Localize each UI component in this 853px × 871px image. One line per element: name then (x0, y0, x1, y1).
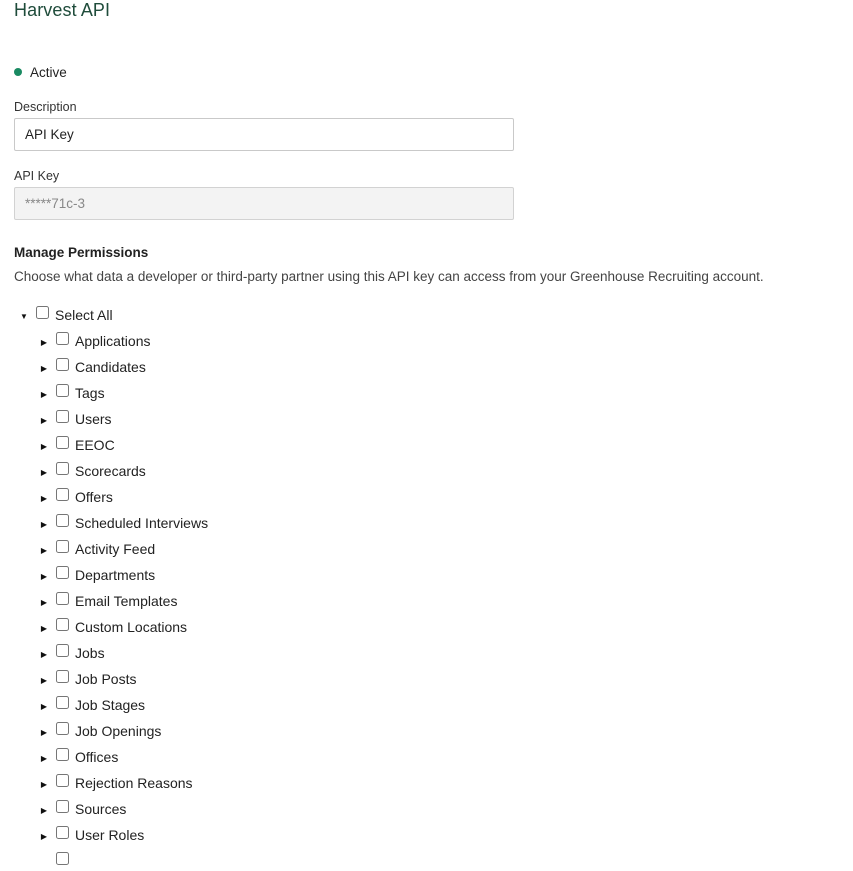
permission-label[interactable]: Custom Locations (75, 619, 188, 635)
page-title: Harvest API (14, 0, 111, 20)
tree-row-permission (38, 643, 105, 663)
permission-label[interactable]: Job Openings (75, 723, 162, 739)
permission-checkbox[interactable] (56, 332, 69, 345)
tree-row-permission (38, 591, 177, 611)
tree-row-permission (38, 695, 145, 715)
permissions-title: Manage Permissions (14, 245, 149, 260)
permission-checkbox[interactable] (56, 592, 69, 605)
permission-checkbox[interactable] (56, 358, 69, 371)
tree-row-permission (38, 565, 155, 585)
permission-label[interactable]: Scorecards (75, 463, 146, 479)
tree-row-permission (38, 383, 105, 403)
api-key-label: API Key (14, 169, 60, 183)
description-label: Description (14, 100, 77, 114)
permission-checkbox[interactable] (56, 514, 69, 527)
caret-right-icon[interactable]: ▶ (40, 832, 48, 841)
status-dot-icon (14, 68, 22, 76)
permission-label[interactable]: Offices (75, 749, 119, 765)
permission-label[interactable]: Email Templates (75, 593, 178, 609)
permission-checkbox[interactable] (56, 670, 69, 683)
permission-label[interactable]: Activity Feed (75, 541, 156, 557)
permission-checkbox[interactable] (56, 384, 69, 397)
caret-right-icon[interactable]: ▶ (40, 806, 48, 815)
tree-row-permission (38, 669, 136, 689)
permissions-description: Choose what data a developer or third-party partner using this API key can access from your Greenhouse Recruiting account. (14, 269, 764, 284)
permission-label[interactable]: User Roles (75, 827, 145, 843)
tree-row-permission (38, 539, 155, 559)
permission-label[interactable]: Applications (75, 333, 151, 349)
caret-right-icon[interactable]: ▶ (40, 338, 48, 347)
caret-right-icon[interactable]: ▶ (40, 494, 48, 503)
permission-checkbox[interactable] (56, 644, 69, 657)
permission-label[interactable]: Scheduled Interviews (75, 515, 209, 531)
tree-row-permission-cutoff (38, 851, 75, 871)
caret-right-icon[interactable]: ▶ (40, 364, 48, 373)
permission-checkbox[interactable] (56, 462, 69, 475)
permission-label[interactable]: Users (75, 411, 112, 427)
tree-row-permission (38, 721, 161, 741)
caret-right-icon[interactable]: ▶ (40, 702, 48, 711)
permission-label[interactable]: Sources (75, 801, 127, 817)
caret-right-icon[interactable]: ▶ (40, 728, 48, 737)
permission-checkbox[interactable] (56, 826, 69, 839)
tree-row-permission (38, 513, 208, 533)
caret-right-icon[interactable]: ▶ (40, 650, 48, 659)
caret-right-icon[interactable]: ▶ (40, 754, 48, 763)
caret-right-icon[interactable]: ▶ (40, 416, 48, 425)
tree-row-select-all (18, 305, 113, 325)
tree-row-permission (38, 409, 112, 429)
permission-checkbox[interactable] (56, 722, 69, 735)
permission-checkbox[interactable] (56, 774, 69, 787)
permission-checkbox[interactable] (56, 436, 69, 449)
tree-row-permission (38, 331, 151, 351)
status-text: Active (30, 64, 67, 80)
permission-checkbox[interactable] (56, 566, 69, 579)
tree-row-permission (38, 747, 118, 767)
permission-label[interactable]: Job Stages (75, 697, 146, 713)
description-input[interactable] (14, 118, 514, 151)
permission-label[interactable]: Candidates (75, 359, 146, 375)
permission-label[interactable]: Departments (75, 567, 156, 583)
permission-checkbox[interactable] (56, 696, 69, 709)
caret-right-icon[interactable]: ▶ (40, 468, 48, 477)
permission-label[interactable]: Offers (75, 489, 113, 505)
caret-right-icon[interactable]: ▶ (40, 390, 48, 399)
caret-right-icon[interactable]: ▶ (40, 598, 48, 607)
status-indicator (14, 64, 67, 80)
caret-right-icon[interactable]: ▶ (40, 780, 48, 789)
permission-label[interactable]: Rejection Reasons (75, 775, 193, 791)
tree-row-permission (38, 357, 146, 377)
caret-right-icon[interactable]: ▶ (40, 546, 48, 555)
permission-label[interactable]: EEOC (75, 437, 115, 453)
permission-checkbox[interactable] (56, 410, 69, 423)
select-all-checkbox[interactable] (36, 306, 49, 319)
permission-checkbox[interactable] (56, 618, 69, 631)
permission-checkbox[interactable] (56, 540, 69, 553)
permission-checkbox[interactable] (56, 800, 69, 813)
caret-right-icon[interactable]: ▶ (40, 676, 48, 685)
permission-label[interactable]: Tags (75, 385, 105, 401)
caret-right-icon[interactable]: ▶ (40, 624, 48, 633)
tree-row-permission (38, 799, 126, 819)
tree-row-permission (38, 435, 115, 455)
tree-row-permission (38, 773, 193, 793)
permission-label[interactable]: Job Posts (75, 671, 137, 687)
permission-label[interactable]: Jobs (75, 645, 105, 661)
caret-down-icon[interactable]: ▼ (20, 312, 28, 321)
permission-checkbox[interactable] (56, 852, 69, 865)
tree-row-permission (38, 825, 144, 845)
permission-checkbox[interactable] (56, 488, 69, 501)
caret-right-icon[interactable]: ▶ (40, 442, 48, 451)
tree-row-permission (38, 487, 113, 507)
tree-row-permission (38, 461, 146, 481)
api-key-input (14, 187, 514, 220)
select-all-label[interactable]: Select All (55, 307, 113, 323)
caret-right-icon[interactable]: ▶ (40, 520, 48, 529)
permission-checkbox[interactable] (56, 748, 69, 761)
caret-right-icon[interactable]: ▶ (40, 572, 48, 581)
tree-row-permission (38, 617, 187, 637)
